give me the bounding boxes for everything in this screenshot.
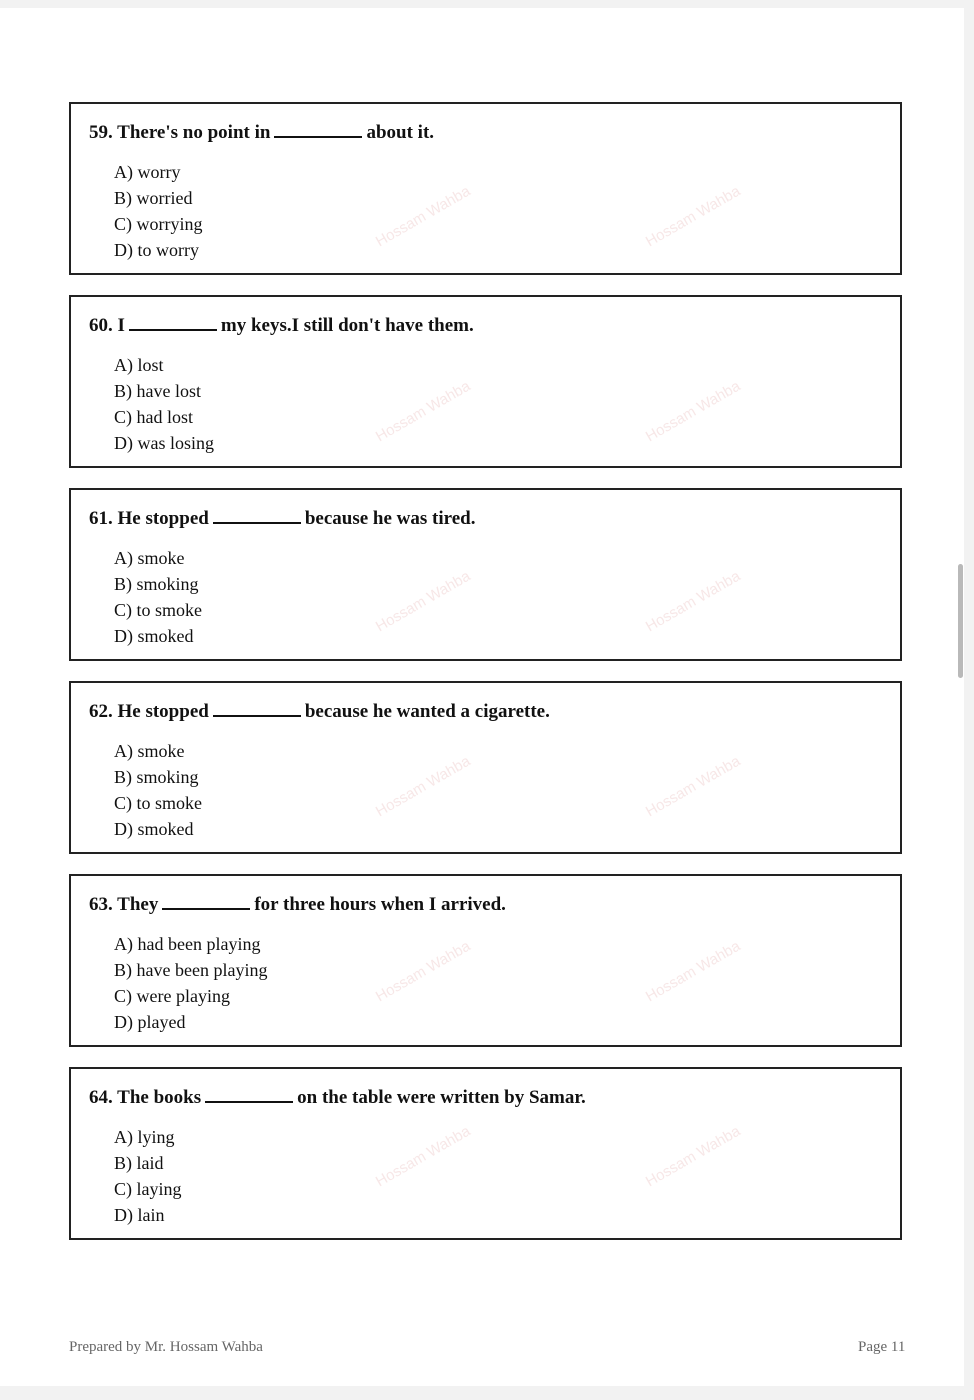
watermark: Hossam Wahba [642, 937, 744, 1006]
options-list [114, 738, 202, 842]
question-number: 59. [89, 122, 113, 143]
question-stem-after: my keys.I still don't have them. [220, 315, 474, 336]
option-a: A) smoke [114, 741, 185, 761]
option-c: C) to smoke [114, 600, 202, 620]
question-stem-after: because he was tired. [304, 508, 476, 529]
watermark: Hossam Wahba [372, 752, 474, 821]
option-a: A) lying [114, 1127, 175, 1147]
question-stem-after: about it. [366, 122, 435, 143]
options-list [114, 931, 267, 1035]
watermark: Hossam Wahba [642, 1122, 744, 1191]
option-d: D) played [114, 1012, 186, 1032]
option-c: C) to smoke [114, 793, 202, 813]
option-a: A) had been playing [114, 934, 261, 954]
question-stem-before: He stopped [117, 508, 209, 529]
question-number: 63. [89, 894, 113, 915]
watermark: Hossam Wahba [642, 752, 744, 821]
question-text [89, 1087, 586, 1109]
question-stem-before: The books [117, 1087, 202, 1108]
option-d: D) was losing [114, 433, 214, 453]
watermark: Hossam Wahba [642, 377, 744, 446]
question-stem-before: They [117, 894, 159, 915]
watermark: Hossam Wahba [372, 937, 474, 1006]
question-text [89, 315, 474, 337]
question-60 [69, 295, 902, 468]
watermark: Hossam Wahba [372, 567, 474, 636]
question-62 [69, 681, 902, 854]
option-b: B) laid [114, 1153, 164, 1173]
question-number: 64. [89, 1087, 113, 1108]
option-c: C) laying [114, 1179, 182, 1199]
watermark: Hossam Wahba [642, 182, 744, 251]
option-b: B) smoking [114, 574, 199, 594]
options-list [114, 545, 202, 649]
question-stem-before: There's no point in [117, 122, 271, 143]
question-stem-before: He stopped [117, 701, 209, 722]
option-b: B) have been playing [114, 960, 268, 980]
document-page [0, 8, 964, 1386]
question-63 [69, 874, 902, 1047]
footer-page-number: Page 11 [858, 1339, 906, 1355]
option-b: B) smoking [114, 767, 199, 787]
answer-blank [274, 122, 362, 138]
option-a: A) lost [114, 355, 164, 375]
question-stem-after: on the table were written by Samar. [297, 1087, 586, 1108]
question-64 [69, 1067, 902, 1240]
scrollbar-thumb[interactable] [958, 564, 963, 678]
options-list [114, 159, 203, 263]
options-list [114, 1124, 182, 1228]
answer-blank [213, 701, 301, 717]
question-text [89, 122, 434, 144]
question-number: 62. [89, 701, 113, 722]
watermark: Hossam Wahba [372, 377, 474, 446]
watermark: Hossam Wahba [372, 182, 474, 251]
question-text [89, 701, 550, 723]
options-list [114, 352, 214, 456]
option-d: D) smoked [114, 626, 194, 646]
question-stem-after: for three hours when I arrived. [254, 894, 506, 915]
question-stem-before: I [117, 315, 125, 336]
answer-blank [162, 894, 250, 910]
option-c: C) worrying [114, 214, 203, 234]
answer-blank [129, 315, 217, 331]
question-text [89, 508, 475, 530]
watermark: Hossam Wahba [642, 567, 744, 636]
question-number: 61. [89, 508, 113, 529]
question-stem-after: because he wanted a cigarette. [304, 701, 550, 722]
watermark: Hossam Wahba [372, 1122, 474, 1191]
option-d: D) smoked [114, 819, 194, 839]
answer-blank [205, 1087, 293, 1103]
option-d: D) to worry [114, 240, 199, 260]
question-number: 60. [89, 315, 113, 336]
option-b: B) have lost [114, 381, 201, 401]
answer-blank [213, 508, 301, 524]
option-a: A) worry [114, 162, 181, 182]
footer-prepared-by: Prepared by Mr. Hossam Wahba [69, 1339, 263, 1355]
option-c: C) had lost [114, 407, 193, 427]
option-b: B) worried [114, 188, 193, 208]
option-a: A) smoke [114, 548, 185, 568]
question-text [89, 894, 506, 916]
question-61 [69, 488, 902, 661]
question-59 [69, 102, 902, 275]
option-d: D) lain [114, 1205, 165, 1225]
option-c: C) were playing [114, 986, 230, 1006]
